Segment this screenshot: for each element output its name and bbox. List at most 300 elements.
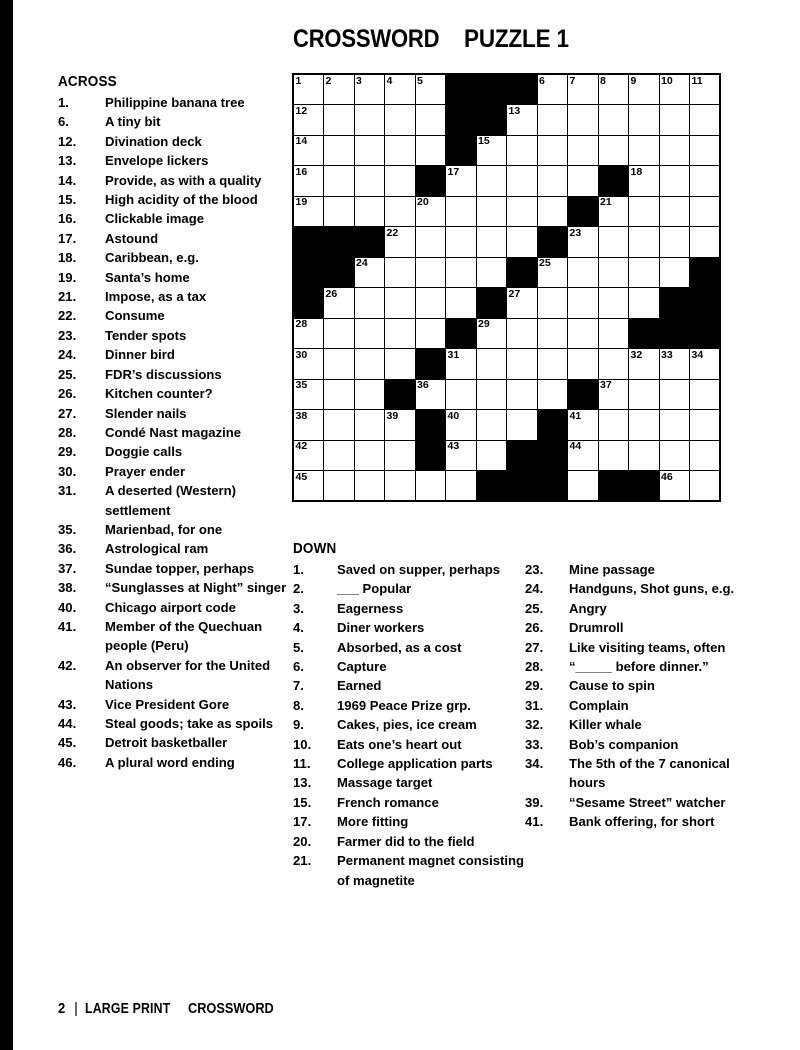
- grid-letter-cell[interactable]: [598, 196, 629, 227]
- clue-item[interactable]: [58, 171, 290, 190]
- clue-item[interactable]: [58, 578, 290, 597]
- grid-letter-cell[interactable]: [476, 257, 507, 288]
- grid-letter-cell[interactable]: [446, 440, 477, 471]
- grid-letter-cell[interactable]: [385, 105, 416, 136]
- grid-letter-cell[interactable]: [476, 410, 507, 441]
- clue-item[interactable]: [58, 151, 290, 170]
- clue-item[interactable]: [58, 404, 290, 423]
- grid-letter-cell[interactable]: [690, 440, 721, 471]
- grid-letter-cell[interactable]: [568, 135, 599, 166]
- clue-item[interactable]: [293, 773, 525, 792]
- grid-letter-cell[interactable]: [385, 257, 416, 288]
- clue-item[interactable]: [293, 735, 525, 754]
- grid-letter-cell[interactable]: [568, 288, 599, 319]
- clue-text: Detroit basketballer: [105, 735, 228, 751]
- grid-letter-cell[interactable]: [629, 105, 660, 136]
- clue-number: 27.: [525, 639, 544, 655]
- clue-number: 41.: [525, 814, 544, 830]
- clue-item[interactable]: [58, 617, 290, 656]
- grid-letter-cell[interactable]: [537, 318, 568, 349]
- grid-letter-cell[interactable]: [354, 349, 385, 380]
- grid-letter-cell[interactable]: [598, 440, 629, 471]
- clue-item[interactable]: [293, 560, 525, 579]
- clue-item[interactable]: [525, 560, 757, 579]
- clue-number: 1.: [58, 95, 69, 110]
- grid-letter-cell[interactable]: [446, 288, 477, 319]
- grid-letter-cell[interactable]: [568, 227, 599, 258]
- grid-letter-cell[interactable]: [293, 196, 324, 227]
- grid-row: [293, 379, 720, 410]
- grid-letter-cell[interactable]: [354, 196, 385, 227]
- grid-letter-cell[interactable]: [446, 349, 477, 380]
- grid-cell-number: 6: [539, 74, 545, 87]
- grid-letter-cell[interactable]: [537, 135, 568, 166]
- clue-item[interactable]: [293, 793, 525, 812]
- grid-letter-cell[interactable]: [354, 74, 385, 105]
- clue-item[interactable]: [525, 638, 757, 657]
- grid-letter-cell[interactable]: [629, 257, 660, 288]
- clue-item[interactable]: [58, 229, 290, 248]
- clue-item[interactable]: [58, 598, 290, 617]
- grid-letter-cell[interactable]: [659, 410, 690, 441]
- grid-letter-cell[interactable]: [415, 135, 446, 166]
- grid-letter-cell[interactable]: [659, 227, 690, 258]
- grid-letter-cell[interactable]: [568, 471, 599, 502]
- grid-letter-cell[interactable]: [659, 257, 690, 288]
- grid-letter-cell[interactable]: [598, 257, 629, 288]
- clue-item[interactable]: [58, 326, 290, 345]
- clue-item[interactable]: [293, 599, 525, 618]
- clue-number: 10.: [293, 736, 312, 752]
- grid-letter-cell[interactable]: [659, 135, 690, 166]
- grid-cell-number: 2: [325, 74, 332, 87]
- grid-letter-cell[interactable]: [324, 166, 355, 197]
- grid-letter-cell[interactable]: [659, 440, 690, 471]
- grid-letter-cell[interactable]: [446, 196, 477, 227]
- grid-letter-cell[interactable]: [415, 227, 446, 258]
- grid-letter-cell[interactable]: [598, 288, 629, 319]
- grid-letter-cell[interactable]: [324, 196, 355, 227]
- grid-letter-cell[interactable]: [629, 196, 660, 227]
- crossword-grid-container[interactable]: [292, 73, 721, 502]
- clue-item[interactable]: [293, 618, 525, 637]
- grid-letter-cell[interactable]: [385, 135, 416, 166]
- grid-letter-cell[interactable]: [507, 166, 538, 197]
- clue-text: Angry: [569, 600, 607, 616]
- clue-item[interactable]: [58, 559, 290, 578]
- clue-number: 15.: [58, 192, 77, 208]
- clue-item[interactable]: [293, 676, 525, 695]
- grid-letter-cell[interactable]: [415, 105, 446, 136]
- grid-cell-number: 29: [478, 318, 490, 330]
- grid-letter-cell[interactable]: [324, 349, 355, 380]
- clue-item[interactable]: [293, 657, 525, 676]
- grid-letter-cell[interactable]: [507, 379, 538, 410]
- grid-letter-cell[interactable]: [324, 471, 355, 502]
- clue-number: 40.: [58, 599, 77, 615]
- clue-item[interactable]: [525, 715, 757, 734]
- grid-letter-cell[interactable]: [507, 135, 538, 166]
- clue-item[interactable]: [58, 462, 290, 481]
- grid-letter-cell[interactable]: [354, 288, 385, 319]
- grid-letter-cell[interactable]: [476, 349, 507, 380]
- grid-letter-cell[interactable]: [659, 196, 690, 227]
- grid-letter-cell[interactable]: [598, 105, 629, 136]
- clue-text: Killer whale: [569, 717, 642, 733]
- grid-letter-cell[interactable]: [537, 288, 568, 319]
- grid-letter-cell[interactable]: [507, 349, 538, 380]
- crossword-grid[interactable]: [292, 73, 721, 502]
- clue-item[interactable]: [293, 812, 525, 831]
- grid-letter-cell[interactable]: [415, 379, 446, 410]
- clue-number: 2.: [293, 581, 304, 597]
- grid-letter-cell[interactable]: [568, 74, 599, 105]
- grid-letter-cell[interactable]: [385, 471, 416, 502]
- clue-item[interactable]: [525, 696, 757, 715]
- grid-letter-cell[interactable]: [598, 135, 629, 166]
- grid-letter-cell[interactable]: [476, 440, 507, 471]
- grid-cell-number: 40: [447, 409, 460, 422]
- grid-block-cell: [446, 74, 477, 105]
- grid-letter-cell[interactable]: [690, 135, 721, 166]
- clue-item[interactable]: [293, 832, 525, 851]
- grid-letter-cell[interactable]: [354, 135, 385, 166]
- grid-letter-cell[interactable]: [385, 349, 416, 380]
- grid-letter-cell[interactable]: [324, 105, 355, 136]
- clue-text: Massage target: [337, 775, 433, 791]
- grid-cell-number: 28: [295, 318, 308, 330]
- clue-text: Consume: [105, 308, 165, 324]
- clue-item[interactable]: [525, 754, 757, 793]
- grid-letter-cell[interactable]: [568, 166, 599, 197]
- grid-letter-cell[interactable]: [568, 440, 599, 471]
- grid-letter-cell[interactable]: [476, 166, 507, 197]
- clue-item[interactable]: [58, 209, 290, 228]
- grid-letter-cell[interactable]: [385, 227, 416, 258]
- grid-letter-cell[interactable]: [690, 166, 721, 197]
- grid-letter-cell[interactable]: [507, 105, 538, 136]
- clue-item[interactable]: [58, 481, 290, 520]
- grid-letter-cell[interactable]: [324, 74, 355, 105]
- grid-row: [293, 166, 720, 197]
- clue-item[interactable]: [58, 520, 290, 539]
- grid-letter-cell[interactable]: [690, 227, 721, 258]
- clue-text: Slender nails: [105, 405, 187, 421]
- clue-item[interactable]: [525, 657, 757, 676]
- grid-block-cell: [476, 471, 507, 502]
- grid-letter-cell[interactable]: [446, 227, 477, 258]
- grid-letter-cell[interactable]: [659, 349, 690, 380]
- clue-item[interactable]: [58, 423, 290, 442]
- grid-letter-cell[interactable]: [293, 349, 324, 380]
- grid-letter-cell[interactable]: [690, 74, 721, 105]
- clue-item[interactable]: [58, 268, 290, 287]
- grid-cell-number: 25: [539, 257, 551, 269]
- clue-number: 1.: [293, 562, 304, 577]
- clue-number: 17.: [58, 230, 77, 246]
- grid-letter-cell[interactable]: [507, 288, 538, 319]
- grid-letter-cell[interactable]: [446, 257, 477, 288]
- clue-item[interactable]: [525, 676, 757, 695]
- clue-item[interactable]: [58, 132, 290, 151]
- grid-letter-cell[interactable]: [598, 227, 629, 258]
- grid-letter-cell[interactable]: [415, 196, 446, 227]
- grid-letter-cell[interactable]: [659, 105, 690, 136]
- grid-letter-cell[interactable]: [385, 318, 416, 349]
- clue-number: 32.: [525, 717, 544, 733]
- grid-letter-cell[interactable]: [629, 379, 660, 410]
- grid-letter-cell[interactable]: [446, 166, 477, 197]
- grid-letter-cell[interactable]: [598, 74, 629, 105]
- grid-letter-cell[interactable]: [324, 318, 355, 349]
- grid-letter-cell[interactable]: [354, 410, 385, 441]
- grid-letter-cell[interactable]: [293, 410, 324, 441]
- clue-text: Bob’s companion: [569, 736, 679, 752]
- clue-item[interactable]: [58, 93, 290, 112]
- clue-number: 39.: [525, 794, 544, 810]
- clue-item[interactable]: [58, 384, 290, 403]
- clue-text: More fitting: [337, 814, 409, 830]
- clue-item[interactable]: [58, 733, 290, 752]
- grid-letter-cell[interactable]: [507, 227, 538, 258]
- puzzle-page: [13, 0, 800, 1050]
- grid-cell-number: 14: [295, 135, 308, 147]
- grid-letter-cell[interactable]: [293, 105, 324, 136]
- clue-item[interactable]: [58, 306, 290, 325]
- grid-cell-number: 11: [691, 74, 703, 87]
- clue-number: 12.: [58, 133, 77, 149]
- clue-number: 36.: [58, 541, 77, 557]
- grid-letter-cell[interactable]: [293, 471, 324, 502]
- clue-item[interactable]: [525, 579, 757, 598]
- clue-text: 1969 Peace Prize grp.: [337, 697, 471, 713]
- grid-letter-cell[interactable]: [690, 471, 721, 502]
- grid-letter-cell[interactable]: [537, 166, 568, 197]
- grid-letter-cell[interactable]: [659, 471, 690, 502]
- clue-number: 27.: [58, 405, 77, 421]
- grid-letter-cell[interactable]: [293, 166, 324, 197]
- grid-cell-number: 21: [600, 196, 612, 208]
- clue-number: 26.: [525, 620, 544, 636]
- across-clues-section: [58, 74, 290, 772]
- clue-item[interactable]: [58, 345, 290, 364]
- grid-letter-cell[interactable]: [537, 105, 568, 136]
- clue-item[interactable]: [293, 696, 525, 715]
- grid-letter-cell[interactable]: [415, 257, 446, 288]
- grid-cell-number: 38: [295, 409, 308, 422]
- grid-block-cell: [507, 257, 538, 288]
- grid-letter-cell[interactable]: [629, 74, 660, 105]
- grid-cell-number: 17: [447, 165, 460, 178]
- clue-number: 28.: [58, 424, 77, 440]
- grid-letter-cell[interactable]: [537, 257, 568, 288]
- clue-item[interactable]: [525, 618, 757, 637]
- grid-letter-cell[interactable]: [690, 196, 721, 227]
- clue-item[interactable]: [58, 695, 290, 714]
- grid-letter-cell[interactable]: [354, 440, 385, 471]
- grid-cell-number: 45: [295, 470, 308, 483]
- grid-letter-cell[interactable]: [568, 105, 599, 136]
- grid-letter-cell[interactable]: [537, 349, 568, 380]
- grid-cell-number: 41: [569, 409, 582, 422]
- grid-block-cell: [507, 440, 538, 471]
- grid-letter-cell[interactable]: [476, 135, 507, 166]
- grid-cell-number: 12: [295, 104, 308, 117]
- clue-item[interactable]: [58, 714, 290, 733]
- grid-letter-cell[interactable]: [354, 105, 385, 136]
- grid-block-cell: [629, 318, 660, 349]
- grid-row: [293, 135, 720, 166]
- clue-number: 13.: [293, 775, 312, 791]
- clue-item[interactable]: [293, 638, 525, 657]
- grid-letter-cell[interactable]: [354, 166, 385, 197]
- grid-letter-cell[interactable]: [293, 440, 324, 471]
- grid-letter-cell[interactable]: [507, 196, 538, 227]
- clue-text: Absorbed, as a cost: [337, 639, 462, 655]
- grid-letter-cell[interactable]: [598, 410, 629, 441]
- grid-cell-number: 24: [356, 257, 368, 269]
- grid-letter-cell[interactable]: [446, 410, 477, 441]
- down-heading: DOWN: [293, 541, 337, 557]
- grid-letter-cell[interactable]: [354, 471, 385, 502]
- clue-text: Vice President Gore: [105, 696, 230, 712]
- grid-row: [293, 288, 720, 319]
- clue-number: 44.: [58, 716, 77, 731]
- grid-letter-cell[interactable]: [446, 379, 477, 410]
- grid-block-cell: [415, 440, 446, 471]
- grid-letter-cell[interactable]: [629, 135, 660, 166]
- clue-item[interactable]: [525, 735, 757, 754]
- grid-block-cell: [293, 257, 324, 288]
- grid-letter-cell[interactable]: [537, 196, 568, 227]
- grid-letter-cell[interactable]: [629, 440, 660, 471]
- clue-text: Kitchen counter?: [105, 386, 213, 402]
- clue-item[interactable]: [525, 793, 757, 812]
- grid-letter-cell[interactable]: [385, 166, 416, 197]
- clue-text: Drumroll: [569, 620, 624, 636]
- grid-letter-cell[interactable]: [568, 410, 599, 441]
- grid-letter-cell[interactable]: [690, 410, 721, 441]
- clue-number: 3.: [293, 600, 304, 616]
- clue-item[interactable]: [58, 287, 290, 306]
- clue-item[interactable]: [58, 442, 290, 461]
- grid-letter-cell[interactable]: [629, 349, 660, 380]
- grid-letter-cell[interactable]: [476, 196, 507, 227]
- grid-letter-cell[interactable]: [537, 379, 568, 410]
- grid-letter-cell[interactable]: [415, 318, 446, 349]
- grid-letter-cell[interactable]: [690, 105, 721, 136]
- grid-letter-cell[interactable]: [293, 318, 324, 349]
- grid-letter-cell[interactable]: [415, 471, 446, 502]
- grid-letter-cell[interactable]: [629, 227, 660, 258]
- clue-item[interactable]: [293, 754, 525, 773]
- grid-letter-cell[interactable]: [415, 74, 446, 105]
- grid-letter-cell[interactable]: [385, 196, 416, 227]
- clue-item[interactable]: [525, 599, 757, 618]
- grid-letter-cell[interactable]: [507, 318, 538, 349]
- grid-letter-cell[interactable]: [568, 257, 599, 288]
- clue-number: 29.: [525, 678, 544, 694]
- grid-letter-cell[interactable]: [324, 135, 355, 166]
- grid-cell-number: 23: [569, 226, 582, 239]
- grid-letter-cell[interactable]: [598, 379, 629, 410]
- clue-item[interactable]: [58, 248, 290, 267]
- grid-row: [293, 227, 720, 258]
- grid-block-cell: [537, 410, 568, 441]
- grid-letter-cell[interactable]: [385, 288, 416, 319]
- grid-block-cell: [568, 379, 599, 410]
- clue-item[interactable]: [58, 112, 290, 131]
- grid-letter-cell[interactable]: [629, 166, 660, 197]
- grid-letter-cell[interactable]: [293, 74, 324, 105]
- grid-letter-cell[interactable]: [385, 74, 416, 105]
- grid-cell-number: 20: [417, 196, 429, 208]
- grid-letter-cell[interactable]: [476, 227, 507, 258]
- grid-letter-cell[interactable]: [598, 318, 629, 349]
- grid-letter-cell[interactable]: [598, 349, 629, 380]
- clue-text: Caribbean, e.g.: [105, 250, 199, 266]
- grid-letter-cell[interactable]: [476, 379, 507, 410]
- grid-block-cell: [690, 318, 721, 349]
- grid-letter-cell[interactable]: [324, 410, 355, 441]
- grid-letter-cell[interactable]: [385, 410, 416, 441]
- grid-letter-cell[interactable]: [415, 288, 446, 319]
- clue-item[interactable]: [58, 753, 290, 772]
- clue-item[interactable]: [58, 539, 290, 558]
- grid-cell-number: 15: [478, 135, 490, 147]
- grid-letter-cell[interactable]: [324, 288, 355, 319]
- grid-letter-cell[interactable]: [568, 349, 599, 380]
- grid-row: [293, 440, 720, 471]
- clue-number: 42.: [58, 657, 77, 673]
- grid-letter-cell[interactable]: [690, 379, 721, 410]
- clue-text: Permanent magnet consisting of magnetite: [337, 853, 524, 888]
- clue-item[interactable]: [58, 365, 290, 384]
- grid-cell-number: 9: [630, 74, 637, 87]
- grid-letter-cell[interactable]: [476, 318, 507, 349]
- grid-letter-cell[interactable]: [354, 379, 385, 410]
- grid-letter-cell[interactable]: [507, 410, 538, 441]
- grid-letter-cell[interactable]: [324, 440, 355, 471]
- grid-letter-cell[interactable]: [568, 318, 599, 349]
- grid-letter-cell[interactable]: [659, 74, 690, 105]
- clue-item[interactable]: [58, 656, 290, 695]
- clue-item[interactable]: [58, 190, 290, 209]
- grid-letter-cell[interactable]: [385, 440, 416, 471]
- clue-item[interactable]: [293, 715, 525, 734]
- clue-number: 15.: [293, 794, 312, 810]
- grid-letter-cell[interactable]: [293, 135, 324, 166]
- grid-letter-cell[interactable]: [690, 349, 721, 380]
- grid-letter-cell[interactable]: [659, 166, 690, 197]
- clue-item[interactable]: [293, 851, 525, 890]
- grid-letter-cell[interactable]: [659, 379, 690, 410]
- grid-letter-cell[interactable]: [354, 318, 385, 349]
- grid-letter-cell[interactable]: [629, 410, 660, 441]
- grid-block-cell: [476, 288, 507, 319]
- grid-letter-cell[interactable]: [354, 257, 385, 288]
- grid-letter-cell[interactable]: [324, 379, 355, 410]
- grid-letter-cell[interactable]: [446, 471, 477, 502]
- clue-text: Dinner bird: [105, 347, 175, 363]
- clue-item[interactable]: [293, 579, 525, 598]
- grid-letter-cell[interactable]: [293, 379, 324, 410]
- clue-text: Sundae topper, perhaps: [105, 560, 255, 576]
- grid-block-cell: [507, 74, 538, 105]
- grid-letter-cell[interactable]: [537, 74, 568, 105]
- clue-item[interactable]: [525, 812, 757, 831]
- grid-letter-cell[interactable]: [629, 288, 660, 319]
